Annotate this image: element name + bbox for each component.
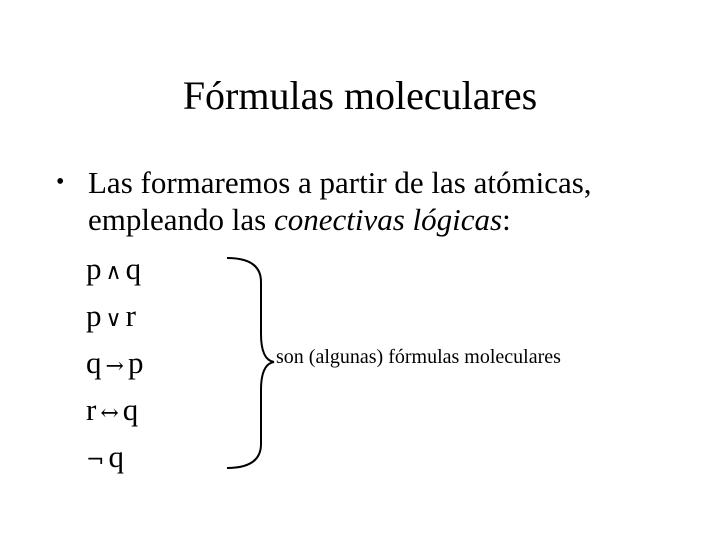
formula-operand-right: r: [125, 298, 136, 333]
formula-operand-right: q: [108, 439, 124, 474]
formula-operand-right: q: [122, 392, 139, 427]
formula-operand-left: q: [86, 345, 102, 380]
formula-operand-left: p: [86, 298, 102, 333]
formula-conditional: [86, 344, 143, 385]
bullet-text-before: Las formaremos a partir de las atómicas, empleando las: [88, 165, 592, 237]
formula-biconditional: [86, 391, 138, 432]
brace-label: son (algunas) fórmulas moleculares: [276, 346, 561, 368]
formula-operator: ↔: [100, 401, 119, 426]
slide-title: Fórmulas moleculares: [182, 73, 538, 118]
bullet-text-after: :: [502, 202, 511, 237]
formula-operand-left: r: [86, 392, 97, 427]
formula-operand-right: p: [127, 345, 144, 380]
formula-operand-right: q: [125, 251, 142, 286]
formula-operator: ¬: [86, 448, 105, 473]
formula-conjunction: [86, 250, 141, 291]
formula-negation: [86, 438, 124, 479]
formula-operator: ∨: [105, 307, 122, 332]
bullet-text: [88, 164, 696, 238]
bullet-marker: •: [56, 169, 65, 195]
right-brace-icon: [225, 252, 275, 474]
bullet-item: [56, 164, 696, 238]
bullet-emphasis: conectivas lógicas: [273, 202, 503, 237]
formula-disjunction: [86, 297, 136, 338]
formula-operator: →: [105, 354, 124, 379]
formula-operand-left: p: [86, 251, 102, 286]
formula-operator: ∧: [105, 260, 122, 285]
